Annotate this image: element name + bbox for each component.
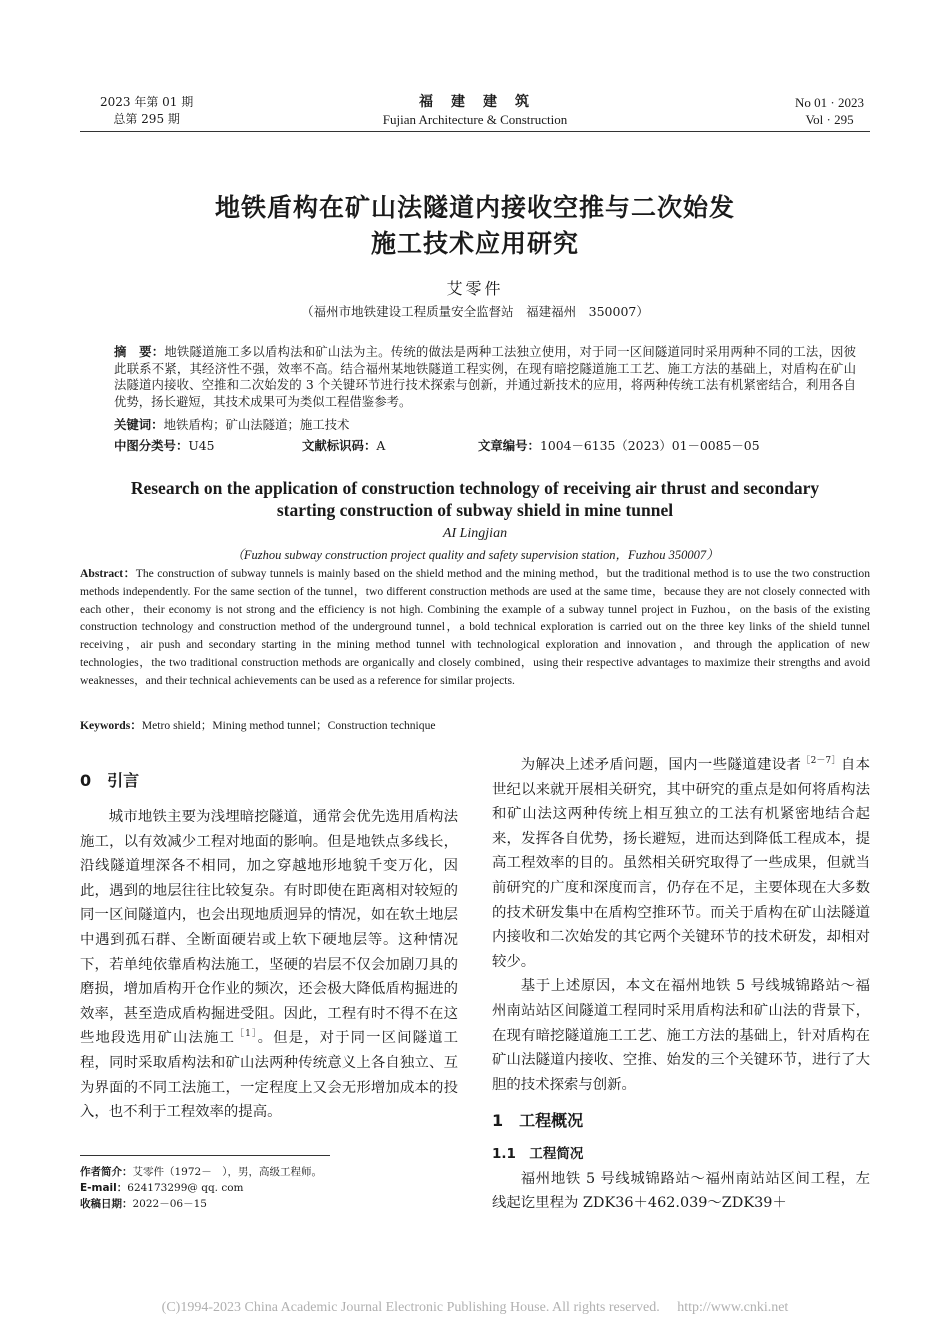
issue-number: No 01 · 2023 — [795, 95, 864, 110]
paper-title-en-line2: starting construction of subway shield in mine tunnel — [276, 500, 674, 520]
issue-total: 总第 295 期 — [113, 112, 180, 126]
clc-label: 中图分类号： — [114, 438, 189, 453]
author-bio-text: 艾零件（1972－ ），男，高级工程师。 — [132, 1166, 322, 1178]
doc-code — [302, 436, 385, 454]
issue-year: 2023 年第 01 期 — [100, 95, 194, 109]
received-date-label: 收稿日期： — [80, 1198, 133, 1210]
volume-number: Vol · 295 — [805, 112, 854, 127]
right-column — [492, 753, 870, 1216]
article-number-label: 文章编号： — [478, 438, 540, 453]
intro-paragraph-3: 基于上述原因，本文在福州地铁 5 号线城锦路站～福州南站站区间隧道工程同时采用盾构法和矿山法的背景下，在现有暗挖隧道施工工艺、施工方法的基础上，针对盾构在矿山法隧道内接收、空推、始发的三个关键环节，进行了大胆的技术探索与创新。 — [492, 978, 870, 1093]
left-column — [80, 805, 458, 1125]
clc-number — [114, 436, 215, 454]
author-email — [80, 1180, 460, 1196]
citation-2-7: ［2－7］ — [801, 756, 841, 767]
footnote — [80, 1164, 460, 1212]
author-zh: 艾零件 — [446, 279, 504, 298]
article-number — [478, 436, 760, 454]
citation-1: ［1］ — [235, 1029, 258, 1040]
abstract-zh-label: 摘 要： — [114, 344, 165, 359]
paper-title-zh — [0, 190, 950, 262]
journal-name-zh: 福 建 建 筑 — [419, 94, 531, 110]
section-1-1-heading: 1.1 工程简况 — [492, 1145, 584, 1162]
journal-name-en: Fujian Architecture & Construction — [382, 112, 568, 127]
author-bio — [80, 1164, 460, 1180]
paper-title-en — [80, 477, 870, 521]
keywords-en-text: Metro shield；Mining method tunnel；Construction technique — [141, 719, 436, 732]
abstract-en-label: Abstract： — [80, 567, 136, 580]
section-0-heading: 0 引言 — [80, 771, 140, 790]
paper-title-zh-line1: 地铁盾构在矿山法隧道内接收空推与二次始发 — [214, 193, 735, 222]
keywords-en-label: Keywords： — [80, 719, 142, 732]
doc-code-value: A — [376, 438, 386, 453]
intro-p2-text-a: 为解决上述矛盾问题，国内一些隧道建设者 — [520, 757, 802, 773]
header-rule — [80, 131, 870, 132]
affiliation-zh: （福州市地铁建设工程质量安全监督站 福建福州 350007） — [301, 304, 649, 319]
abstract-en — [80, 565, 870, 690]
email-value: 624173299@ qq. com — [127, 1182, 244, 1194]
abstract-zh-text: 地铁隧道施工多以盾构法和矿山法为主。传统的做法是两种工法独立使用，对于同一区间隧道同时采用两种不同的工法，因彼此联系不紧，其经济性不强，效率不高。结合福州某地铁隧道工程实例，在现有暗挖隧道施工工艺、施工方法的基础上，对盾构在矿山法隧道内接收、空推和二次始发的 3 个关键环节进行技术探索与创新，并通过新技术的应用，将两种传统工法有机紧密结合，利用各自优势，扬长避短，其技术成果可为类似工程借鉴参考。 — [114, 344, 857, 409]
received-date — [80, 1196, 460, 1212]
author-bio-label: 作者简介： — [80, 1166, 133, 1178]
intro-paragraph-2 — [492, 753, 870, 974]
clc-value: U45 — [188, 438, 215, 453]
abstract-zh — [114, 344, 856, 410]
paper-title-zh-line2: 施工技术应用研究 — [370, 229, 579, 258]
section-1-heading: 1 工程概况 — [492, 1111, 584, 1131]
intro-p1-text-b: 。但是，对于同一区间隧道工程，同时采取盾构法和矿山法两种传统意义上各自独立、互为界面的不同工法施工，一定程度上又会无形增加成本的投入，也不利于工程效率的提高。 — [80, 1030, 458, 1121]
email-label: E-mail： — [80, 1182, 128, 1194]
received-date-value: 2022－06－15 — [132, 1198, 207, 1210]
keywords-zh-label: 关键词： — [114, 417, 164, 432]
intro-paragraph-1 — [80, 805, 458, 1125]
abstract-en-text: The construction of subway tunnels is mainly based on the shield method and the mining method，but the traditional method is to use the two construction methods independently. For the same section of the tunnel，two different construction methods are used at the same time，because they are not closely connected with each other，their economy is not strong and the efficiency is not high. Combining the example of a subway tunnel project in Fuzhou，on the basis of the existing construction technology and construction method of the underground tunnel，a bold technical exploration is carried out on the three key links of the shield tunnel receiving，air push and secondary starting in the mining method tunnel with technological exploration and innovation，and through the application of new technologies，the two traditional construction methods are organically and closely combined，using their respective advantages to maximize their strengths and avoid weaknesses，and their technical achievements can be used as a reference for similar projects. — [80, 567, 870, 687]
project-paragraph-1: 福州地铁 5 号线城锦路站～福州南站站区间工程，左线起讫里程为 ZDK36＋462.039～ZDK39＋ — [492, 1170, 870, 1212]
footnote-rule — [80, 1155, 330, 1156]
keywords-en — [80, 717, 870, 735]
keywords-zh-text: 地铁盾构；矿山法隧道；施工技术 — [163, 417, 350, 432]
paper-title-en-line1: Research on the application of construction technology of receiving air thrust and secondary — [130, 478, 820, 498]
author-en: AI Lingjian — [442, 526, 508, 541]
keywords-zh — [114, 417, 856, 434]
volume-info — [795, 94, 864, 128]
copyright-footer: (C)1994-2023 China Academic Journal Electronic Publishing House. All rights reserved. http://www.cnki.net — [161, 1300, 789, 1315]
article-number-value: 1004－6135（2023）01－0085－05 — [539, 438, 760, 453]
intro-p2-text-b: 自本世纪以来就开展相关研究，其中研究的重点是如何将盾构法和矿山法这两种传统上相互独立的工法有机紧密地结合起来，发挥各自优势，扬长避短，进而达到降低工程成本，提高工程效率的目的。虽然相关研究取得了一些成果，但就当前研究的广度和深度而言，仍存在不足，主要体现在大多数的技术研发集中在盾构空推环节。而关于盾构在矿山法隧道内接收和二次始发的其它两个关键环节的技术研发，却相对较少。 — [492, 757, 870, 970]
intro-p1-text-a: 城市地铁主要为浅埋暗挖隧道，通常会优先选用盾构法施工，以有效减少工程对地面的影响。但是地铁点多线长，沿线隧道埋深各不相同，加之穿越地形地貌千变万化，因此，遇到的地层往往比较复杂。有时即使在距离相对较短的同一区间隧道内，也会出现地质迥异的情况，如在软土地层中遇到孤石群、全断面硬岩或上软下硬地层等。这种情况下，若单纯依靠盾构法施工，坚硬的岩层不仅会加剧刀具的磨损，增加盾构开仓作业的频次，还会极大降低盾构掘进的效率，甚至造成盾构掘进受阻。因此，工程有时不得不在这些地段选用矿山法施工 — [80, 809, 458, 1047]
affiliation-en: （Fuzhou subway construction project quality and safety supervision station，Fuzhou 350007） — [231, 548, 719, 562]
doc-code-label: 文献标识码： — [302, 438, 377, 453]
